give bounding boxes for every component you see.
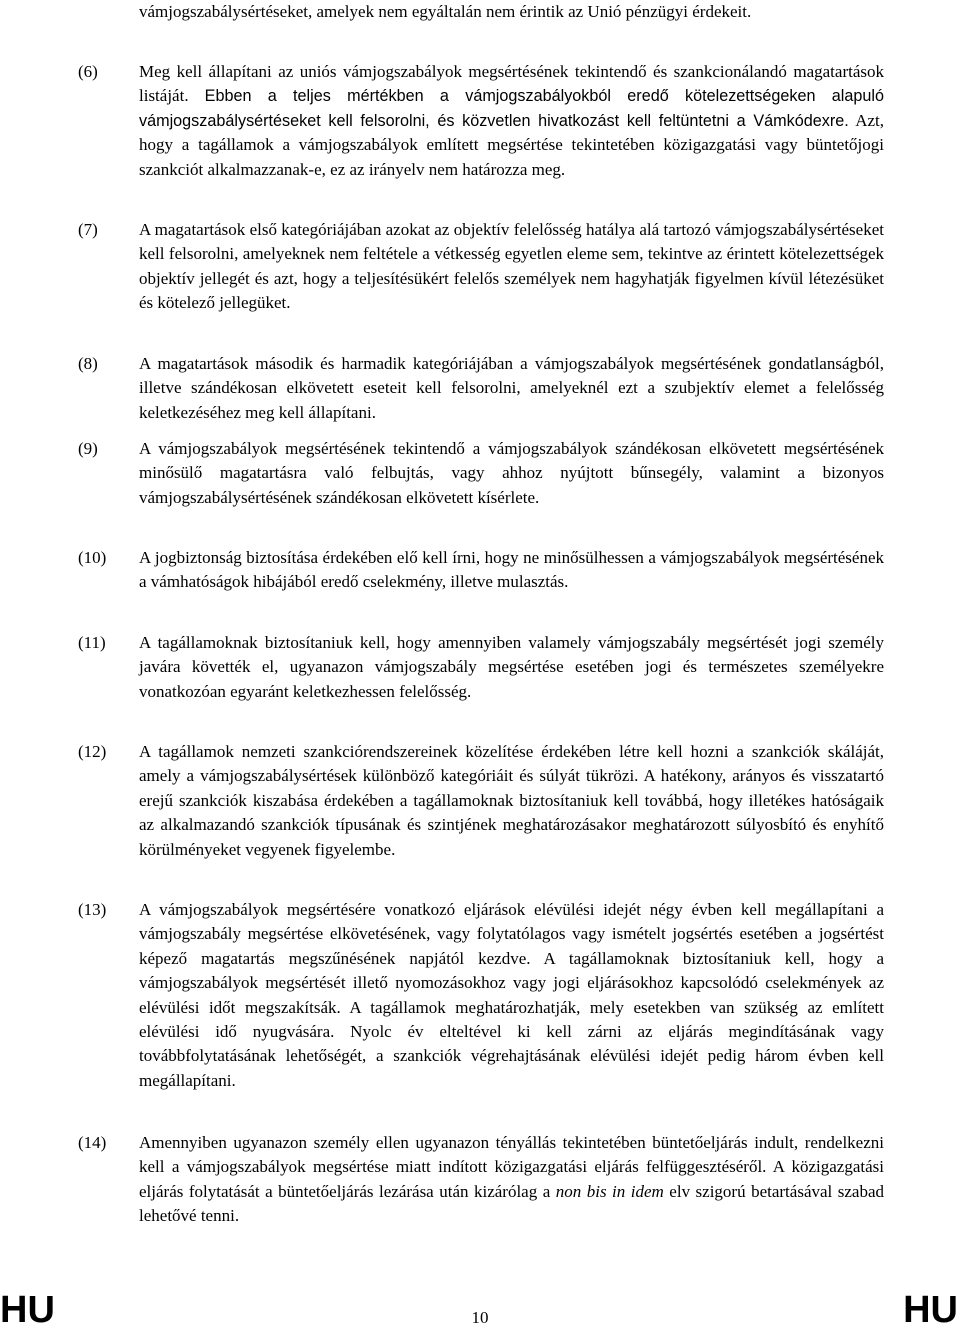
- paragraph-text: A tagállamok nemzeti szankciórendszereinek közelítése érdekében létre kell hozni a szankciók skáláját, amely a vámjogszabálysértések különböző kategóriáit és súlyát tükrözi. A hatékony, arányos és visszatartó erejű szankciók kiszabása érdekében a tagállamoknak biztosítaniuk kell továbbá, hogy illetékes hatóságaik az alkalmazandó szankciók típusának és szintjének meghatározásakor meghatározott súlyosbító és enyhítő körülményeket vegyenek figyelembe.: [139, 742, 884, 859]
- paragraph-6: [78, 60, 884, 182]
- paragraph-text-part: elv szigorú betartásával szabad lehetővé tenni.: [139, 1181, 884, 1226]
- paragraph-number: (8): [78, 354, 98, 373]
- paragraph-text-part: Azt, hogy a tagállamok a vámjogszabályok említett megsértése tekintetében közigazgatási vagy büntetőjogi szankciót alkalmazzanak-e, ez az irányelv nem határozza meg.: [139, 110, 885, 179]
- paragraph-text: A vámjogszabályok megsértésére vonatkozó eljárások elévülési idejét négy évben kell megállapítani a vámjogszabály megsértése elkövetésének, vagy folytatólagos vagy ismételt jogsértés esetében a jogsértést képező magatartás megszűnésének napjától kezdve. A tagállamoknak biztosítaniuk kell, hogy a vámjogszabályok megsértését illető nyomozásokhoz vagy jogi eljárásokhoz kapcsolódó cselekmények az elévülési időt megszakítsák. A tagállamok meghatározhatják, mely esetekben van szükség az említett elévülési idő nyugvására. Nyolc év elteltével ki kell zárni az eljárás megindításának vagy továbbfolytatásának lehetőségét, a szankciók végrehajtásának elévülési idejét pedig három évben kell megállapítani.: [139, 900, 884, 1090]
- paragraph-number: (7): [78, 220, 98, 239]
- paragraph-text: A magatartások első kategóriájában azokat az objektív felelősség hatálya alá tartozó vámjogszabálysértéseket kell felsorolni, amelyeknek nem feltétele a vétkesség egyetlen eleme sem, tekintve az érintett kötelezettségek objektív jellegét és azt, hogy a teljesítésükért felelős személyek nem hagyhatják figyelmen kívül létezésüket és kötelező jellegüket.: [139, 220, 884, 313]
- paragraph-13: [78, 898, 884, 1093]
- paragraph-number: (12): [78, 742, 107, 761]
- paragraph-text-part: Meg kell állapítani az uniós vámjogszabályok megsértésének tekintendő és szankcionálandó magatartások listáját.: [139, 62, 884, 106]
- paragraph-number: (6): [78, 62, 98, 81]
- page-number: 10: [471, 1308, 489, 1327]
- paragraph-11: [78, 631, 884, 704]
- paragraph-text-part-sans: Ebben a teljes mértékben a vámjogszabályokból eredő kötelezettségeken alapuló vámjogszabálysértéseket kell felsorolni, és közvetlen hivatkozást kell feltüntetni a Vámkódexre.: [139, 87, 884, 130]
- paragraph-10: [78, 546, 884, 595]
- paragraph-7: [78, 218, 884, 316]
- paragraph-text-italic: non bis in idem: [555, 1181, 664, 1201]
- paragraph-number: (11): [78, 633, 106, 652]
- paragraph-number: (10): [78, 548, 107, 567]
- paragraph-text: A vámjogszabályok megsértésének tekintendő a vámjogszabályok szándékosan elkövetett megsértésének minősülő magatartásra való felbujtás, vagy ahhoz nyújtott bűnsegély, valamint a bizonyos vámjogszabálysértésének szándékosan elkövetett kísérlete.: [139, 439, 884, 507]
- paragraph-text: A magatartások második és harmadik kategóriájában a vámjogszabályok megsértésének gondatlanságból, illetve szándékosan elkövetett eseteit kell felsorolni, amelyeknél ezt a szubjektív elemet a felelősség keletkezéséhez meg kell állapítani.: [139, 354, 884, 422]
- paragraph-text: [139, 1131, 884, 1229]
- paragraph-text: A jogbiztonság biztosítása érdekében elő kell írni, hogy ne minősülhessen a vámjogszabályok megsértésének a vámhatóságok hibájából eredő cselekmény, illetve mulasztás.: [139, 548, 884, 592]
- paragraph-12: [78, 740, 884, 862]
- paragraph-number: (9): [78, 439, 98, 458]
- paragraph-8: [78, 352, 884, 425]
- paragraph-number: (14): [78, 1133, 107, 1152]
- paragraph-text: A tagállamoknak biztosítaniuk kell, hogy amennyiben valamely vámjogszabály megsértését jogi személy javára követték el, ugyanazon vámjogszabály megsértése esetében jogi és természetes személyekre vonatkozóan egyaránt keletkezhessen felelősség.: [139, 633, 884, 701]
- footer-language-code-right: HU: [903, 1289, 958, 1331]
- paragraph-14: [78, 1131, 884, 1229]
- paragraph-number: (13): [78, 900, 107, 919]
- paragraph-continuation: [78, 0, 884, 24]
- paragraph-9: [78, 437, 884, 510]
- footer-language-code-left: HU: [0, 1289, 55, 1331]
- paragraph-text: vámjogszabálysértéseket, amelyek nem egyáltalán nem érintik az Unió pénzügyi érdekeit.: [139, 2, 752, 21]
- paragraph-text: [139, 60, 884, 182]
- paragraph-text-part: Amennyiben ugyanazon személy ellen ugyanazon tényállás tekintetében büntetőeljárás indult, rendelkezni kell a vámjogszabályok megsértése miatt indított közigazgatási eljárás felfüggesztéséről. A közigazgatási eljárás folytatását a büntetőeljárás lezárása után kizárólag a: [139, 1133, 884, 1201]
